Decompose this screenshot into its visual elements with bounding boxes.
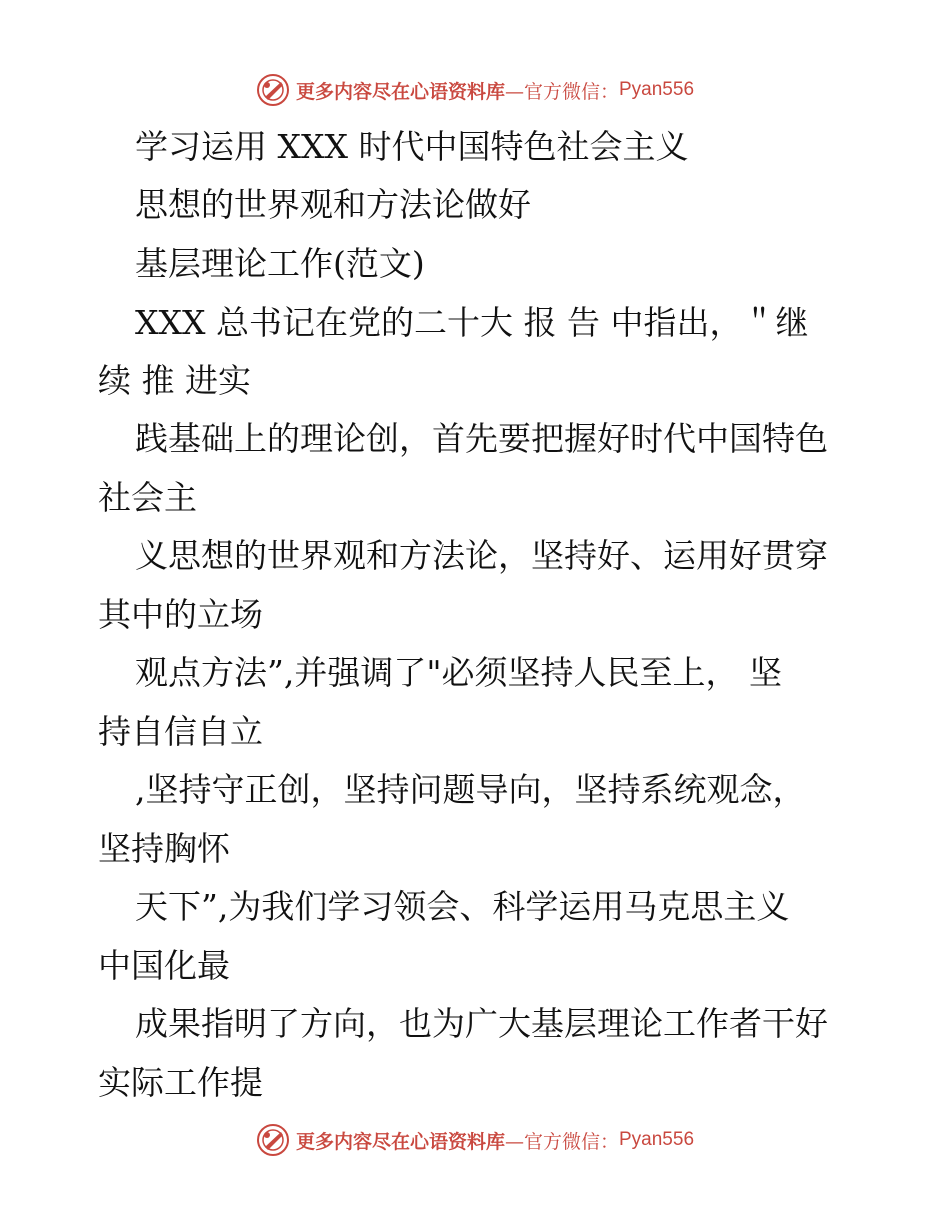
body-line: 其中的立场 <box>98 595 263 634</box>
banner-wechat-id: Pyan556 <box>619 79 695 100</box>
body-line: 天下”,为我们学习领会、科学运用马克思主义 <box>135 887 790 926</box>
header-banner <box>0 70 950 110</box>
body-line: 中国化最 <box>98 946 230 985</box>
body-line: 成果指明了方向，也为广大基层理论工作者干好 <box>135 1004 828 1043</box>
banner-dash-text: —官方微信： <box>504 80 619 103</box>
seal-logo-icon <box>256 1123 290 1157</box>
body-line: 社会主 <box>98 478 197 517</box>
seal-logo-icon <box>256 73 290 107</box>
body-line: 观点方法”,并强调了"必须坚持人民至上， 坚 <box>135 653 783 692</box>
title-line: 学习运用 XXX 时代中国特色社会主义 <box>135 127 689 166</box>
banner-main-text: 更多内容尽在心语资料库 <box>295 80 505 103</box>
body-line: 践基础上的理论创，首先要把握好时代中国特色 <box>135 419 828 458</box>
title-line: 思想的世界观和方法论做好 <box>135 185 531 224</box>
banner-wechat-id: Pyan556 <box>619 1129 695 1150</box>
title-line: 基层理论工作(范文) <box>135 244 425 283</box>
body-line: 坚持胸怀 <box>98 829 230 868</box>
body-line: 续 推 进实 <box>98 361 251 400</box>
banner-dash-text: —官方微信： <box>504 1130 619 1153</box>
footer-banner <box>0 1120 950 1160</box>
body-line: ,坚持守正创，坚持问题导向，坚持系统观念， <box>135 770 806 809</box>
body-line: 实际工作提 <box>98 1063 263 1102</box>
banner-main-text: 更多内容尽在心语资料库 <box>295 1130 505 1153</box>
body-line: 持自信自立 <box>98 712 263 751</box>
body-line: 义思想的世界观和方法论，坚持好、运用好贯穿 <box>135 536 828 575</box>
body-line: XXX 总书记在党的二十大 报 告 中指出，＂继 <box>135 303 809 342</box>
